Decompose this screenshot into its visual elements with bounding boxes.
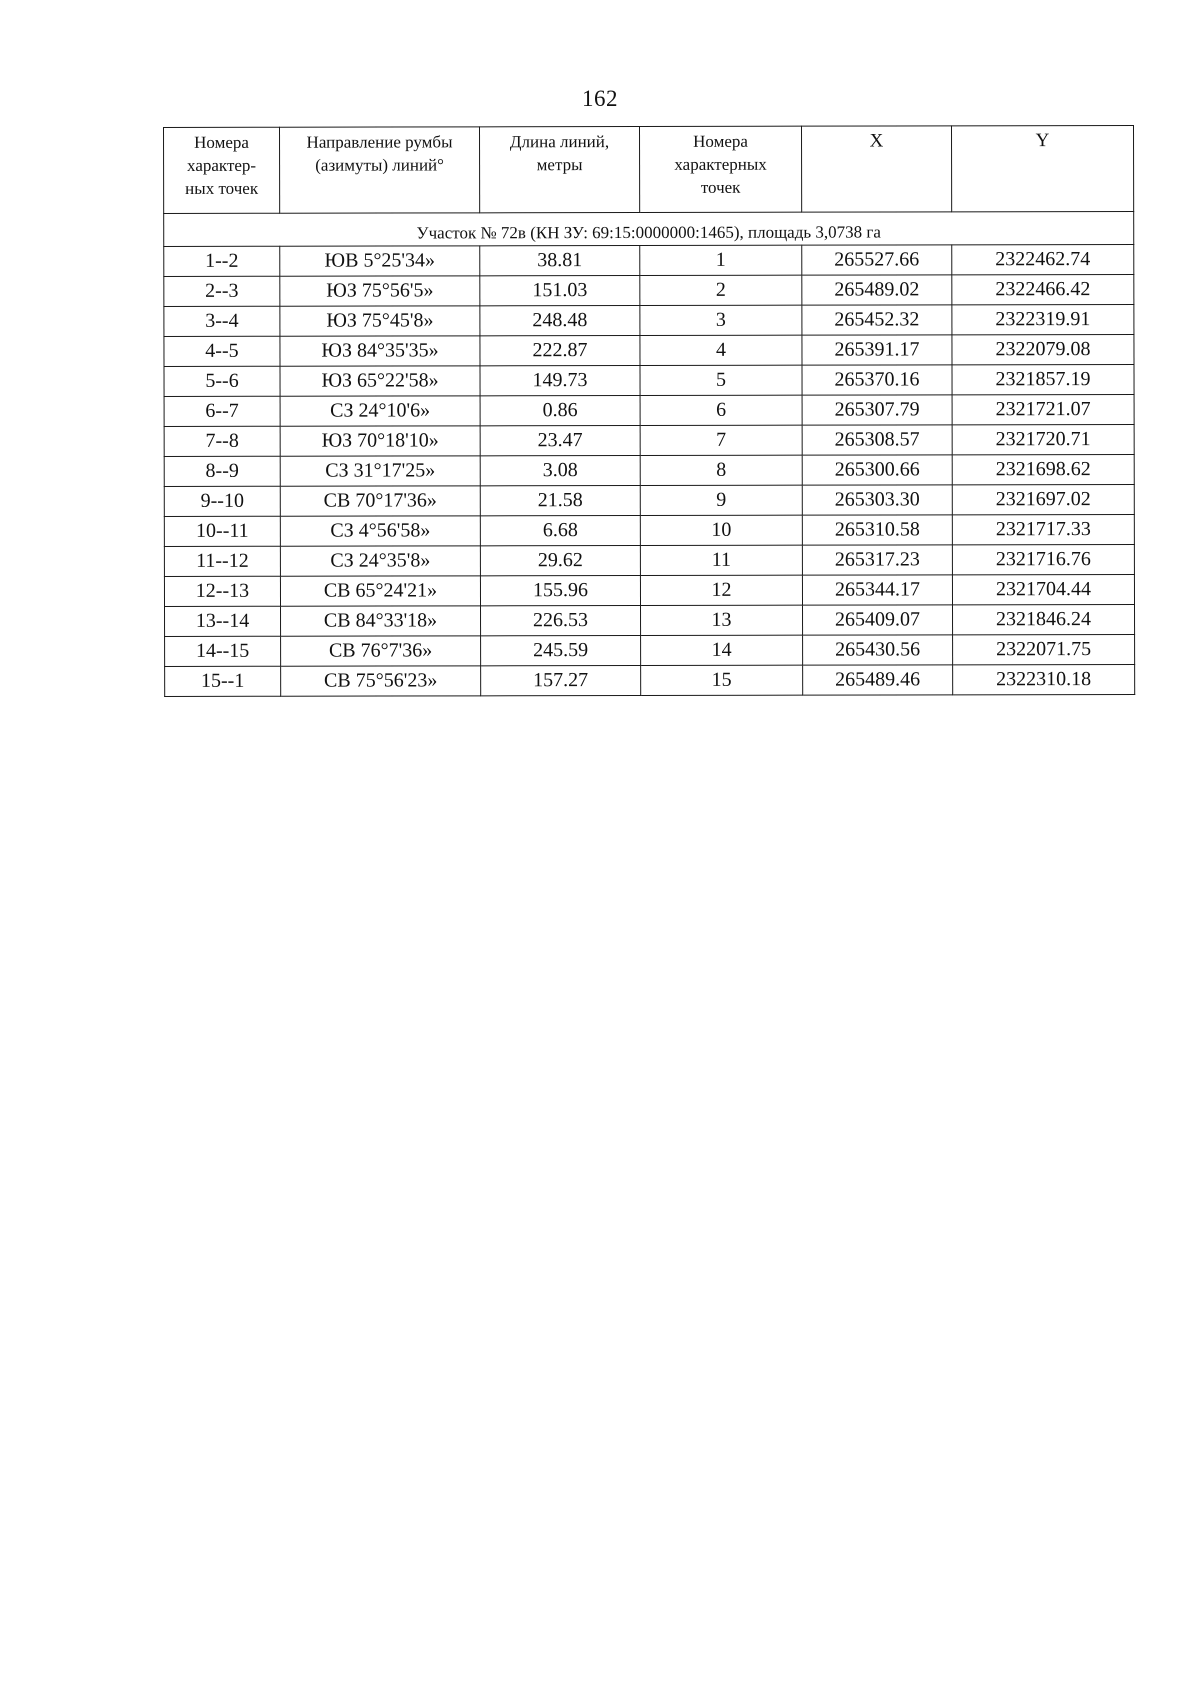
table-row — [164, 304, 1134, 336]
cell-length: 155.96 — [480, 576, 640, 606]
cell-point: 7 — [640, 425, 802, 455]
cell-point: 11 — [640, 545, 802, 575]
cell-bearing: ЮВ 5°25'34» — [280, 246, 480, 276]
table-row — [164, 544, 1134, 576]
cell-y: 2322079.08 — [952, 334, 1134, 364]
cell-x: 265489.46 — [803, 665, 953, 695]
cell-segment: 1--2 — [164, 246, 280, 276]
cell-segment: 13--14 — [165, 606, 281, 636]
cell-segment: 12--13 — [164, 576, 280, 606]
cell-y: 2322071.75 — [953, 634, 1135, 664]
cell-x: 265391.17 — [802, 335, 952, 365]
cell-bearing: СЗ 31°17'25» — [280, 456, 480, 486]
cell-bearing: СЗ 4°56'58» — [280, 516, 480, 546]
cell-segment: 15--1 — [165, 666, 281, 696]
cell-y: 2321717.33 — [952, 514, 1134, 544]
cell-x: 265308.57 — [802, 425, 952, 455]
cell-length: 0.86 — [480, 396, 640, 426]
table-row — [164, 274, 1134, 306]
cell-bearing: СЗ 24°35'8» — [280, 546, 480, 576]
table-row — [165, 604, 1135, 636]
cell-length: 151.03 — [480, 276, 640, 306]
cell-segment: 11--12 — [164, 546, 280, 576]
cell-length: 157.27 — [481, 666, 641, 696]
header-point-number: Номера характерных точек — [640, 126, 802, 212]
cell-segment: 7--8 — [164, 426, 280, 456]
cell-bearing: ЮЗ 84°35'35» — [280, 336, 480, 366]
table-row — [165, 634, 1135, 666]
cell-segment: 6--7 — [164, 396, 280, 426]
section-title: Участок № 72в (КН ЗУ: 69:15:0000000:1465), площадь 3,0738 га — [164, 211, 1134, 246]
cell-point: 6 — [640, 395, 802, 425]
header-length: Длина линий, метры — [480, 127, 640, 213]
header-x: X — [801, 126, 951, 212]
cell-bearing: ЮЗ 75°56'5» — [280, 276, 480, 306]
cell-point: 15 — [641, 665, 803, 695]
cell-point: 12 — [640, 575, 802, 605]
cell-bearing: СВ 84°33'18» — [281, 606, 481, 636]
cell-segment: 14--15 — [165, 636, 281, 666]
cell-y: 2321704.44 — [952, 574, 1134, 604]
cell-point: 4 — [640, 335, 802, 365]
table-row — [164, 334, 1134, 366]
cell-y: 2322462.74 — [952, 244, 1134, 274]
cell-y: 2321721.07 — [952, 394, 1134, 424]
cell-x: 265430.56 — [803, 635, 953, 665]
cell-length: 38.81 — [480, 246, 640, 276]
cell-bearing: СВ 70°17'36» — [280, 486, 480, 516]
cell-segment: 10--11 — [164, 516, 280, 546]
cell-y: 2321698.62 — [952, 454, 1134, 484]
cell-length: 6.68 — [480, 516, 640, 546]
cell-segment: 2--3 — [164, 276, 280, 306]
header-segment-points: Номера характер- ных точек — [164, 127, 280, 213]
cell-segment: 9--10 — [164, 486, 280, 516]
cell-x: 265300.66 — [802, 455, 952, 485]
cell-x: 265344.17 — [802, 575, 952, 605]
cell-y: 2321720.71 — [952, 424, 1134, 454]
cell-x: 265303.30 — [802, 485, 952, 515]
cell-y: 2322466.42 — [952, 274, 1134, 304]
cell-point: 13 — [641, 605, 803, 635]
header-bearing: Направление румбы (азимуты) линий° — [280, 127, 480, 213]
cell-point: 14 — [641, 635, 803, 665]
cell-point: 3 — [640, 305, 802, 335]
cell-y: 2322319.91 — [952, 304, 1134, 334]
cell-point: 2 — [640, 275, 802, 305]
cell-y: 2321857.19 — [952, 364, 1134, 394]
cell-point: 1 — [640, 245, 802, 275]
header-row — [164, 125, 1134, 213]
cell-length: 3.08 — [480, 456, 640, 486]
table-row — [164, 364, 1134, 396]
cell-x: 265527.66 — [802, 245, 952, 275]
cell-y: 2321716.76 — [952, 544, 1134, 574]
table-row — [164, 574, 1134, 606]
cell-x: 265317.23 — [802, 545, 952, 575]
cell-y: 2322310.18 — [953, 664, 1135, 694]
table-row — [164, 454, 1134, 486]
table-row — [164, 514, 1134, 546]
cell-length: 222.87 — [480, 336, 640, 366]
cell-x: 265452.32 — [802, 305, 952, 335]
coordinates-table — [163, 125, 1135, 697]
cell-bearing: ЮЗ 75°45'8» — [280, 306, 480, 336]
cell-x: 265409.07 — [803, 605, 953, 635]
table-body — [164, 211, 1135, 696]
cell-length: 29.62 — [480, 546, 640, 576]
cell-segment: 4--5 — [164, 336, 280, 366]
table-row — [164, 424, 1134, 456]
header-y: Y — [951, 125, 1133, 211]
cell-x: 265370.16 — [802, 365, 952, 395]
cell-bearing: ЮЗ 65°22'58» — [280, 366, 480, 396]
cell-segment: 3--4 — [164, 306, 280, 336]
cell-y: 2321846.24 — [953, 604, 1135, 634]
cell-bearing: ЮЗ 70°18'10» — [280, 426, 480, 456]
cell-length: 248.48 — [480, 306, 640, 336]
cell-bearing: СВ 75°56'23» — [281, 666, 481, 696]
cell-segment: 5--6 — [164, 366, 280, 396]
cell-length: 245.59 — [481, 636, 641, 666]
cell-length: 23.47 — [480, 426, 640, 456]
cell-length: 21.58 — [480, 486, 640, 516]
cell-point: 8 — [640, 455, 802, 485]
cell-point: 5 — [640, 365, 802, 395]
cell-x: 265489.02 — [802, 275, 952, 305]
table-header — [164, 125, 1134, 213]
cell-point: 9 — [640, 485, 802, 515]
table-row — [164, 484, 1134, 516]
cell-length: 149.73 — [480, 366, 640, 396]
table-row — [165, 664, 1135, 696]
cell-x: 265310.58 — [802, 515, 952, 545]
cell-bearing: СВ 76°7'36» — [281, 636, 481, 666]
page-number: 162 — [582, 86, 618, 111]
cell-bearing: СВ 65°24'21» — [280, 576, 480, 606]
cell-bearing: СЗ 24°10'6» — [280, 396, 480, 426]
cell-x: 265307.79 — [802, 395, 952, 425]
cell-y: 2321697.02 — [952, 484, 1134, 514]
cell-length: 226.53 — [481, 606, 641, 636]
cell-point: 10 — [640, 515, 802, 545]
section-row — [164, 211, 1134, 246]
table-row — [164, 244, 1134, 276]
table-row — [164, 394, 1134, 426]
cell-segment: 8--9 — [164, 456, 280, 486]
